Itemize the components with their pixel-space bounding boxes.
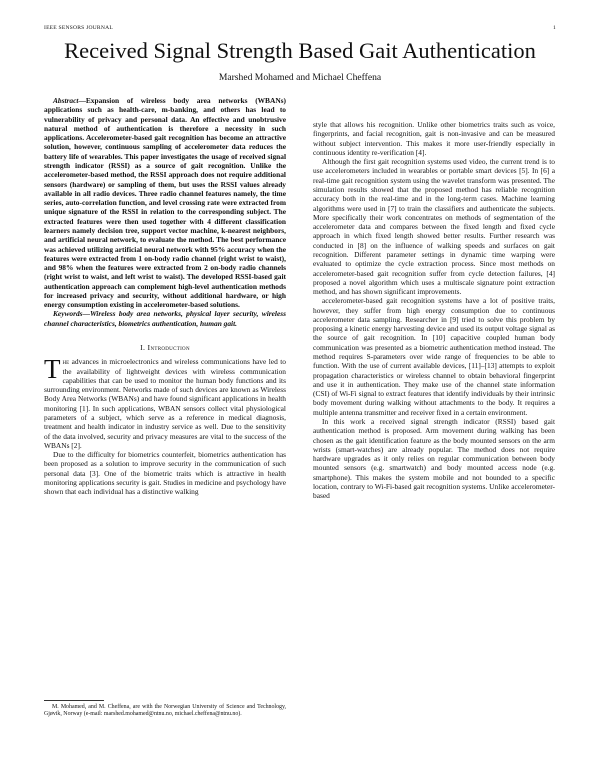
right-column	[313, 120, 555, 501]
intro-paragraph-1	[44, 354, 286, 450]
section-title: Introduction	[147, 343, 190, 353]
section-number: I.	[140, 343, 146, 353]
keywords	[44, 309, 286, 328]
intro-paragraph-2: Due to the difficulty for biometrics counterfeit, biometrics authentication has been proposed as a solution to improve security in the communication of such personal data [3]. One of the biometric traits which is attractive in health monitoring applications security is gait. Studies in medicine and psychology have shown that each individual has a distinctive walking	[44, 450, 286, 497]
author-footnote	[44, 704, 286, 719]
right-paragraph-3: accelerometer-based gait recognition systems have a lot of positive traits, however, they suffer from high energy consumption due to continuous accelerometer data sampling. Researcher in [9] tried to solve this problem by proposing a kinetic energy harvesting device and used its output voltage signal as the source of gait recognition. In [10] capacitive coupled human body communication was presented as a biometric authentication method instead. The method requires S-parameters over wide range of frequencies to be able to function. With the use of current available devices, [11]–[13] attempts to exploit propagation characteristics or wireless channel to obtain behavioral fingerprint and use it in authentication. They make use of the channel state information (CSI) of Wi-Fi signal to extract features that identify individuals by their intrinsic body movement during walking without attachments to the body. It requires a multiple antenna transmitter and receiver fixed in a certain environment.	[313, 296, 555, 417]
footnote-rule	[44, 700, 104, 701]
section-heading-introduction	[44, 343, 286, 352]
paper-authors: Marshed Mohamed and Michael Cheffena	[218, 72, 382, 83]
abstract	[44, 96, 286, 309]
abstract-label: Abstract	[53, 96, 79, 105]
right-paragraph-2: Although the first gait recognition systems used video, the current trend is to use accelerometers included in wearables or portable smart devices [5]. In [6] a real-time gait recognition system using the wavelet transform was presented. The simulation results showed that the proposed method has reliable recognition accuracy both in the real-time and in the long-term cases. Machine learning algorithms were used in [7] to train the classifiers and authenticate the subjects. More specifically their work concentrates on methods of segmentation of the accelerometer data and compares between the fixed length and fixed cycle approach in which fixed length showed better results. Further research was conducted in [8] on the influence of walking speeds and surfaces on gait recognition. Different parameter settings in dynamic time warping were evaluated to optimize the cycle extraction process. Since most methods on accelerometer-based gait recognition suffer from cycle detection failures, [4] proposed a novel algorithm which uses a multiscale signature point extraction method, and has shown significant improvements.	[313, 157, 555, 297]
intro-paragraph-1-text: advances in microelectronics and wireless communications have led to the availability of lightweight devices with wireless communication capabilities that can be used to monitor the human body functions and its surrounding environment. Networks made of such devices are known as Wireless Body Area Networks (WBANs) and have found significant applications in health monitoring [1]. In such applications, WBAN sensors collect vital physiological parameters of a subject, which serve as a reference in medical diagnosis, treatment and health indicator in industry service as well. Due to the sensitivity of the data involved, security and privacy measures are vital to the success of the WBANs [2].	[44, 357, 286, 450]
left-column	[44, 96, 286, 497]
page-number: 1	[553, 25, 556, 31]
running-header	[44, 25, 556, 31]
paper-title: Received Signal Strength Based Gait Authentication	[64, 38, 536, 63]
keywords-label: Keywords	[53, 309, 83, 319]
journal-name: IEEE SENSORS JOURNAL	[44, 25, 113, 31]
footnote-text: M. Mohamed, and M. Cheffena, are with the Norwegian University of Science and Technology, Gjøvik, Norway (e-mail: marshed.mohamed@ntnu.no, michael.cheffena@ntnu.no).	[44, 704, 286, 718]
drop-cap-rest: he	[62, 357, 70, 367]
right-paragraph-1: style that allows his recognition. Unlike other biometrics traits such as voice, fingerprints, and facial recognition, gait is non-invasive and can be measured without subject intervention. This makes it more user-friendly especially in continuous identity re-verification [4].	[313, 120, 555, 157]
right-paragraph-4: In this work a received signal strength indicator (RSSI) based gait authentication method is proposed. Arm movement during walking has been chosen as the gait identification feature as the body mounted sensors on the arm wrists (smart-watches) are already popular. The method does not require hardware upgrades as it only relies on regular communication between body mounted sensors (e.g. smartwatch) and body mounted access node (e.g. smartphone). This makes the system mobile and not bounded to a specific location, contrary to Wi-Fi-based gait recognition systems. Unlike accelerometer-based	[313, 417, 555, 501]
drop-cap: T	[44, 354, 61, 385]
abstract-text: —Expansion of wireless body area networks (WBANs) applications such as health-care, m-banking, and others has lead to vulnerability of privacy and personal data. An effective and unobtrusive natural method of authentication is therefore a necessity in such applications. Accelerometer-based gait recognition has become an attractive solution, however, continuous sampling of accelerometer data reduces the battery life of wearables. This paper investigates the usage of received signal strength indicator (RSSI) as a source of gait recognition. Unlike the accelerometer-based method, the RSSI approach does not require additional sensors (hardware) or sampling of them, but uses the RSSI values already available in all radio devices. Three radio channel features namely, the time series, auto-correlation function, and level crossing rate were extracted from unique signature of the RSSI in relation to the corresponding subject. The extracted features were then used together with 4 different classification learners namely decision tree, support vector machine, k-nearest neighbors, and artificial neural network, to evaluate the method. The best performance was achieved utilizing artificial neural network with 95% accuracy when the features were extracted from 1 on-body radio channel (right wrist to waist), and 98% when the features were extracted from 2 on-body radio channels (right wrist to waist, and left wrist to waist). The developed RSSI-based gait authentication approach can complement high-level authentication methods for increased privacy and security, without additional hardware, or high energy consumption existing in accelerometer-based solutions.	[44, 96, 286, 310]
keywords-text: —Wireless body area networks, physical layer security, wireless channel characteristics, biometrics authentication, human gait.	[44, 309, 286, 328]
